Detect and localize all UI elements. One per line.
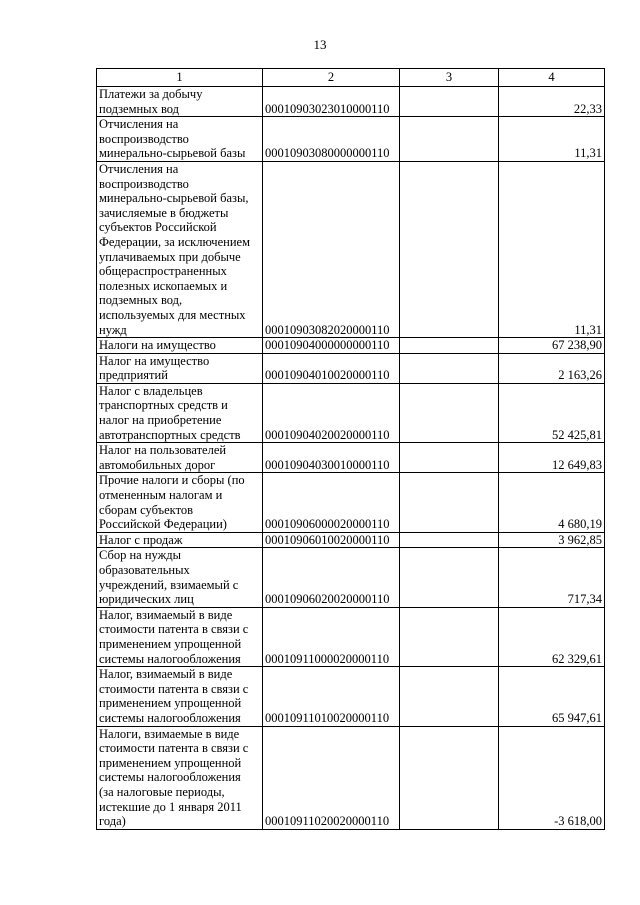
row-name: Платежи за добычу подземных вод [97,87,263,117]
row-col3 [400,87,499,117]
revenue-table [96,68,605,830]
table-header-row [97,69,605,87]
row-name: Налоги, взимаемые в виде стоимости патента в связи с применением упрощенной системы налогообложения (за налоговые периоды, истекшие до 1 января 2011 года) [97,726,263,829]
column-header-4: 4 [499,69,605,87]
row-col3 [400,383,499,442]
table-row [97,353,605,383]
row-col3 [400,161,499,337]
table-row [97,667,605,726]
row-col3 [400,443,499,473]
row-col3 [400,117,499,162]
table-row [97,548,605,607]
row-name: Отчисления на воспроизводство минерально-сырьевой базы [97,117,263,162]
row-code: 00010906020020000110 [263,548,400,607]
table-row [97,117,605,162]
row-amount: 65 947,61 [499,667,605,726]
row-col3 [400,353,499,383]
row-code: 00010904000000000110 [263,338,400,354]
table-row [97,87,605,117]
row-name: Отчисления на воспроизводство минерально-сырьевой базы, зачисляемые в бюджеты субъектов Российской Федерации, за исключением уплачиваемых при добыче общераспространенных полезных ископаемых и подземных вод, используемых для местных нужд [97,161,263,337]
row-code: 00010904010020000110 [263,353,400,383]
row-code: 00010903082020000110 [263,161,400,337]
row-code: 00010906010020000110 [263,532,400,548]
row-col3 [400,607,499,666]
column-header-1: 1 [97,69,263,87]
row-code: 00010903080000000110 [263,117,400,162]
row-amount: 3 962,85 [499,532,605,548]
row-amount: 22,33 [499,87,605,117]
row-amount: -3 618,00 [499,726,605,829]
row-code: 00010904020020000110 [263,383,400,442]
column-header-2: 2 [263,69,400,87]
table-row [97,726,605,829]
row-name: Налог с владельцев транспортных средств и налог на приобретение автотранспортных средств [97,383,263,442]
row-code: 00010911020020000110 [263,726,400,829]
table-row [97,443,605,473]
row-amount: 11,31 [499,117,605,162]
row-amount: 12 649,83 [499,443,605,473]
row-code: 00010911000020000110 [263,607,400,666]
row-col3 [400,667,499,726]
row-name: Налог на пользователей автомобильных дорог [97,443,263,473]
table-row [97,532,605,548]
row-amount: 52 425,81 [499,383,605,442]
row-name: Прочие налоги и сборы (по отмененным налогам и сборам субъектов Российской Федерации) [97,473,263,532]
row-col3 [400,473,499,532]
table-row [97,473,605,532]
row-name: Налоги на имущество [97,338,263,354]
row-name: Налог, взимаемый в виде стоимости патента в связи с применением упрощенной системы налогообложения [97,667,263,726]
table-row [97,383,605,442]
row-col3 [400,338,499,354]
row-name: Налог на имущество предприятий [97,353,263,383]
row-code: 00010906000020000110 [263,473,400,532]
row-col3 [400,726,499,829]
table-row [97,338,605,354]
row-code: 00010903023010000110 [263,87,400,117]
row-code: 00010904030010000110 [263,443,400,473]
page-number: 13 [313,37,327,52]
column-header-3: 3 [400,69,499,87]
row-amount: 11,31 [499,161,605,337]
row-amount: 4 680,19 [499,473,605,532]
row-name: Сбор на нужды образовательных учреждений, взимаемый с юридических лиц [97,548,263,607]
row-col3 [400,548,499,607]
row-name: Налог, взимаемый в виде стоимости патента в связи с применением упрощенной системы налогообложения [97,607,263,666]
row-col3 [400,532,499,548]
table-row [97,607,605,666]
row-code: 00010911010020000110 [263,667,400,726]
row-amount: 717,34 [499,548,605,607]
row-amount: 62 329,61 [499,607,605,666]
row-amount: 2 163,26 [499,353,605,383]
row-amount: 67 238,90 [499,338,605,354]
row-name: Налог с продаж [97,532,263,548]
table-row [97,161,605,337]
